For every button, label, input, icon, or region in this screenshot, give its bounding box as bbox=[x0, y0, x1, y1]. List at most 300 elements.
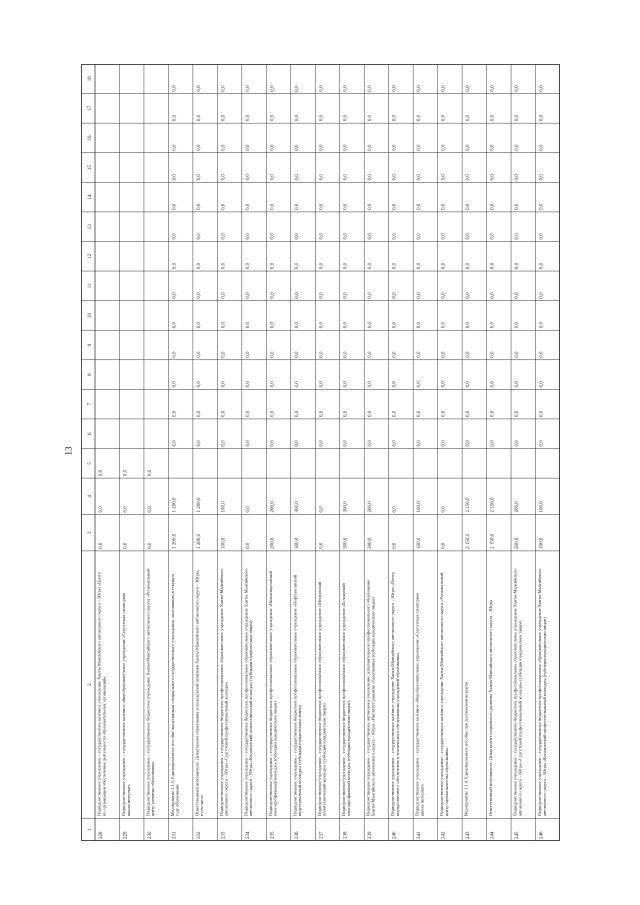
row-name: Подведомственное учреждение – государственное бюджетное профессиональное образовательное учреждение Ханты-Мансийскогоавтономного округа – Югры «Когалымский профессиональный колледж» (субсидии юридическим лицам) bbox=[537, 568, 547, 817]
cell-value: 0,0 bbox=[294, 410, 300, 417]
cell-value: 0,0 bbox=[368, 114, 374, 122]
cell-value: 0,0 bbox=[245, 351, 251, 358]
row-name: Подведомственное учреждение – государственное казённое учреждение Ханты-Мансийского автономного округа «Региональныйцентр оценки качества образования» bbox=[439, 572, 449, 817]
cell-value: 0,0 bbox=[270, 440, 276, 447]
cell-value: 0,0 bbox=[466, 381, 472, 388]
row-number: 234 bbox=[245, 831, 251, 839]
cell-value: 0,0 bbox=[270, 410, 276, 417]
cell-value: 0,0 bbox=[392, 85, 398, 92]
row-number: 235 bbox=[270, 831, 276, 839]
cell-value: 0,0 bbox=[515, 410, 521, 417]
cell-value: 0,0 bbox=[392, 144, 398, 151]
cell-value: 0,0 bbox=[343, 144, 349, 151]
column-header: 6 bbox=[88, 432, 93, 435]
cell-value: 0,0 bbox=[319, 174, 325, 181]
cell-value: 0,0 bbox=[392, 321, 398, 329]
cell-value: 0,0 bbox=[196, 321, 202, 329]
cell-value: 200,0 bbox=[515, 501, 521, 513]
cell-value: 0,0 bbox=[221, 440, 227, 447]
row-name: Мероприятие 1.1.3. Единовременное пособие выпускникам специального государственного учреждения, окончившим в текущемгоду образование bbox=[169, 573, 180, 817]
column-header: 17 bbox=[88, 105, 93, 111]
row-name: Подведомственное учреждение – государственное бюджетное профессиональное образовательное учреждение Ханты-Мансийскогоавтономного округа – Югры «Сургутский профессиональный колледж» (субсидии юридическим лицам) bbox=[512, 568, 523, 817]
cell-value: 0,0 bbox=[539, 114, 545, 122]
cell-value: 1 200,0 bbox=[196, 497, 202, 513]
budget-table bbox=[81, 64, 560, 841]
cell-value: 0,0 bbox=[221, 174, 227, 181]
cell-value: 0,0 bbox=[515, 321, 521, 329]
cell-value: 1 200,0 bbox=[196, 533, 202, 549]
cell-value: 1 200,0 bbox=[172, 497, 178, 513]
cell-value: 0,0 bbox=[392, 410, 398, 417]
column-header: 10 bbox=[88, 312, 93, 318]
cell-value: 0,0 bbox=[343, 292, 349, 299]
cell-value: 0,0 bbox=[515, 85, 521, 92]
row-number: 243 bbox=[466, 831, 472, 839]
cell-value: 0,0 bbox=[245, 144, 251, 151]
row-number: 228 bbox=[99, 831, 104, 839]
cell-value: 0,0 bbox=[172, 440, 178, 447]
cell-value: 0,0 bbox=[417, 262, 423, 270]
cell-value: 0,0 bbox=[270, 381, 276, 388]
cell-value: 0,0 bbox=[368, 381, 374, 388]
cell-value: 0,0 bbox=[466, 351, 472, 358]
cell-value: 0,0 bbox=[490, 85, 496, 92]
cell-value: 0,0 bbox=[245, 381, 251, 388]
cell-value: 0,0 bbox=[539, 262, 545, 270]
cell-value: 0,0 bbox=[172, 203, 178, 210]
cell-value: 0,0 bbox=[172, 174, 178, 181]
row-number: 236 bbox=[294, 831, 300, 839]
table-rotated-group bbox=[81, 64, 560, 841]
cell-value: 200,0 bbox=[515, 537, 521, 549]
cell-value: 0,0 bbox=[343, 114, 349, 122]
cell-value: 0,0 bbox=[343, 233, 349, 240]
cell-value: 0,0 bbox=[221, 351, 227, 358]
cell-value: 300,0 bbox=[343, 501, 349, 513]
row-number: 240 bbox=[392, 831, 398, 839]
column-header: 16 bbox=[88, 135, 93, 141]
cell-value: 0,0 bbox=[196, 410, 202, 417]
cell-value: 0,0 bbox=[147, 506, 153, 513]
cell-value: 0,0 bbox=[515, 440, 521, 447]
cell-value: 0,0 bbox=[417, 203, 423, 210]
cell-value: 0,0 bbox=[368, 351, 374, 358]
cell-value: 0,0 bbox=[441, 174, 447, 181]
cell-value: 0,0 bbox=[441, 233, 447, 240]
row-name: Подведомственное учреждение – государственное бюджетное учреждение Ханты-Мансийского автономного округа «Региональныйцентр развития образования» bbox=[145, 568, 156, 817]
cell-value: 0,0 bbox=[99, 542, 104, 549]
cell-value: 0,0 bbox=[319, 440, 325, 447]
cell-value: 0,0 bbox=[441, 506, 447, 513]
cell-value: 100,0 bbox=[417, 537, 423, 549]
cell-value: 0,0 bbox=[392, 233, 398, 240]
cell-value: 0,0 bbox=[417, 85, 423, 92]
cell-value: 0,0 bbox=[417, 381, 423, 388]
cell-value: 0,0 bbox=[343, 381, 349, 388]
cell-value: 0,0 bbox=[490, 321, 496, 329]
cell-value: 0,0 bbox=[319, 351, 325, 358]
column-header: 13 bbox=[88, 224, 93, 230]
cell-value: 0,0 bbox=[539, 85, 545, 92]
cell-value: 0,0 bbox=[196, 233, 202, 240]
cell-value: 0,0 bbox=[270, 114, 276, 122]
cell-value: 0,0 bbox=[270, 174, 276, 181]
cell-value: 0,0 bbox=[343, 410, 349, 417]
cell-value: 0,0 bbox=[319, 381, 325, 388]
cell-value: 0,0 bbox=[172, 381, 178, 388]
row-number: 231 bbox=[172, 831, 178, 839]
cell-value: 0,0 bbox=[221, 381, 227, 388]
cell-value: 0,0 bbox=[319, 144, 325, 151]
cell-value: 0,0 bbox=[196, 85, 202, 92]
cell-value: 0,0 bbox=[172, 410, 178, 417]
cell-value: 0,0 bbox=[539, 410, 545, 417]
cell-value: 0,0 bbox=[245, 410, 251, 417]
cell-value: 0,0 bbox=[490, 262, 496, 270]
cell-value: 100,0 bbox=[417, 501, 423, 513]
column-header: 11 bbox=[88, 283, 93, 289]
cell-value: 0,0 bbox=[490, 114, 496, 122]
cell-value: 0,0 bbox=[490, 144, 496, 151]
cell-value: 0,0 bbox=[515, 174, 521, 181]
cell-value: 2 150,0 bbox=[490, 497, 496, 513]
cell-value: 0,0 bbox=[490, 410, 496, 417]
cell-value: 0,0 bbox=[417, 351, 423, 358]
cell-value: 0,0 bbox=[270, 351, 276, 358]
cell-value: 0,0 bbox=[270, 144, 276, 151]
cell-value: 0,0 bbox=[368, 203, 374, 210]
cell-value: 0,0 bbox=[441, 410, 447, 417]
cell-value: 0,0 bbox=[172, 114, 178, 122]
cell-value: 0,0 bbox=[294, 114, 300, 122]
cell-value: 0,0 bbox=[490, 292, 496, 299]
cell-value: 0,0 bbox=[466, 203, 472, 210]
row-name: Подведомственное учреждение – государственное казённое учреждение Ханты-Мансийского автономного округа – Югры «Центримущественного обеспечения и технического обслуживания учреждений образования» bbox=[390, 572, 400, 817]
cell-value: 100,0 bbox=[221, 501, 227, 513]
cell-value: 0,0 bbox=[441, 542, 447, 549]
cell-value: 0,0 bbox=[392, 262, 398, 270]
cell-value: 0,0 bbox=[392, 203, 398, 210]
cell-value: 0,0 bbox=[515, 351, 521, 358]
cell-value: 0,0 bbox=[417, 144, 423, 151]
cell-value: 0,0 bbox=[294, 203, 300, 210]
cell-value: 0,0 bbox=[221, 292, 227, 299]
cell-value: 0,0 bbox=[245, 114, 251, 122]
cell-value: 0,0 bbox=[245, 506, 251, 513]
cell-value: 0,0 bbox=[270, 85, 276, 92]
column-header: 2 bbox=[88, 683, 93, 686]
cell-value: 0,0 bbox=[466, 114, 472, 122]
cell-value: 0,0 bbox=[490, 351, 496, 358]
cell-value: 0,0 bbox=[539, 292, 545, 299]
cell-value: 0,0 bbox=[196, 381, 202, 388]
cell-value: 0,0 bbox=[294, 144, 300, 151]
cell-value: 0,0 bbox=[196, 292, 202, 299]
cell-value: 0,0 bbox=[99, 506, 104, 513]
cell-value: 0,0 bbox=[196, 144, 202, 151]
cell-value: 0,0 bbox=[123, 506, 129, 513]
cell-value: 0,0 bbox=[147, 469, 153, 477]
cell-value: 0,0 bbox=[490, 381, 496, 388]
cell-value: 0,0 bbox=[123, 469, 129, 477]
row-name: Подведомственное учреждение – государственное бюджетное профессиональное образовательное учреждение Ханты-Мансийскогоавтономного округа – Югры «Сургутский профессиональный колледж» bbox=[218, 568, 229, 817]
column-header: 15 bbox=[88, 165, 93, 171]
column-header: 12 bbox=[88, 253, 93, 259]
row-name: Ответственный исполнитель: Департамент образования и молодёжной политики Ханты-Мансийского автономного округа – Югры,в том числе bbox=[194, 569, 205, 817]
cell-value: 200,0 bbox=[368, 501, 374, 513]
cell-value: 0,0 bbox=[245, 233, 251, 240]
cell-value: 0,0 bbox=[343, 262, 349, 270]
cell-value: 0,0 bbox=[392, 114, 398, 122]
cell-value: 0,0 bbox=[319, 203, 325, 210]
cell-value: 0,0 bbox=[294, 233, 300, 240]
row-name: Подведомственное учреждение – государственное бюджетное профессиональное образовательное учреждение «Нижневартовскиймногопрофильный колледж» (субсидии юридическим лицам) bbox=[267, 571, 278, 817]
cell-value: 0,0 bbox=[539, 203, 545, 210]
cell-value: 0,0 bbox=[417, 233, 423, 240]
cell-value: 0,0 bbox=[539, 144, 545, 151]
cell-value: 0,0 bbox=[319, 85, 325, 92]
cell-value: 0,0 bbox=[294, 351, 300, 358]
cell-value: 0,0 bbox=[441, 114, 447, 122]
cell-value: 0,0 bbox=[515, 262, 521, 270]
cell-value: 0,0 bbox=[270, 262, 276, 270]
cell-value: 0,0 bbox=[245, 203, 251, 210]
cell-value: 0,0 bbox=[392, 506, 398, 513]
cell-value: 0,0 bbox=[539, 381, 545, 388]
cell-value: 0,0 bbox=[196, 174, 202, 181]
row-name: Подведомственное учреждение – государственное казённое общеобразовательное учреждение «Сургутская санаторнаяшкола-интернат» bbox=[120, 592, 131, 817]
cell-value: 0,0 bbox=[417, 174, 423, 181]
cell-value: 0,0 bbox=[319, 292, 325, 299]
cell-value: 0,0 bbox=[172, 321, 178, 329]
cell-value: 0,0 bbox=[417, 410, 423, 417]
cell-value: 0,0 bbox=[245, 542, 251, 549]
cell-value: 0,0 bbox=[343, 174, 349, 181]
cell-value: 0,0 bbox=[221, 144, 227, 151]
row-number: 237 bbox=[319, 831, 325, 839]
cell-value: 0,0 bbox=[392, 351, 398, 358]
cell-value: 0,0 bbox=[466, 440, 472, 447]
cell-value: 1 200,0 bbox=[172, 533, 178, 549]
cell-value: 0,0 bbox=[490, 203, 496, 210]
row-number: 246 bbox=[539, 831, 545, 839]
row-name: Ответственный исполнитель: Департамент социального развития Ханты-Мансийского автономного округа – Югры bbox=[488, 599, 494, 817]
row-number: 232 bbox=[196, 831, 202, 839]
row-number: 242 bbox=[441, 831, 447, 839]
cell-value: 0,0 bbox=[515, 114, 521, 122]
cell-value: 0,0 bbox=[270, 321, 276, 329]
cell-value: 0,0 bbox=[221, 114, 227, 122]
column-header: 18 bbox=[88, 76, 93, 82]
cell-value: 0,0 bbox=[123, 542, 129, 549]
cell-value: 0,0 bbox=[466, 262, 472, 270]
cell-value: 100,0 bbox=[539, 537, 545, 549]
cell-value: 0,0 bbox=[417, 292, 423, 299]
column-header: 8 bbox=[88, 373, 93, 376]
cell-value: 0,0 bbox=[172, 144, 178, 151]
cell-value: 2 150,0 bbox=[466, 533, 472, 549]
cell-value: 0,0 bbox=[245, 174, 251, 181]
cell-value: 0,0 bbox=[172, 233, 178, 240]
cell-value: 0,0 bbox=[441, 292, 447, 299]
cell-value: 0,0 bbox=[441, 381, 447, 388]
column-header: 3 bbox=[88, 531, 93, 534]
row-number: 244 bbox=[490, 831, 496, 839]
cell-value: 0,0 bbox=[343, 85, 349, 92]
column-header: 9 bbox=[88, 343, 93, 347]
cell-value: 0,0 bbox=[343, 321, 349, 329]
cell-value: 0,0 bbox=[515, 144, 521, 151]
cell-value: 0,0 bbox=[515, 381, 521, 388]
cell-value: 0,0 bbox=[196, 440, 202, 447]
row-number: 245 bbox=[515, 831, 521, 839]
cell-value: 0,0 bbox=[466, 292, 472, 299]
row-name: Мероприятие 1.1.4. Единовременное пособие при достижении возраста bbox=[463, 681, 469, 817]
cell-value: 0,0 bbox=[172, 351, 178, 358]
cell-value: 300,0 bbox=[343, 537, 349, 549]
cell-value: 0,0 bbox=[172, 85, 178, 92]
column-header: 5 bbox=[88, 462, 93, 465]
row-name: Подведомственное учреждение – государственное казённое общеобразовательное учреждение «Сургутская санаторнаяшкола-интернат» bbox=[414, 592, 425, 817]
cell-value: 0,0 bbox=[99, 469, 104, 477]
cell-value: 0,0 bbox=[368, 292, 374, 299]
cell-value: 2 150,0 bbox=[490, 533, 496, 549]
cell-value: 0,0 bbox=[392, 381, 398, 388]
cell-value: 0,0 bbox=[515, 233, 521, 240]
cell-value: 0,0 bbox=[368, 262, 374, 270]
cell-value: 0,0 bbox=[343, 203, 349, 210]
cell-value: 0,0 bbox=[245, 321, 251, 329]
cell-value: 0,0 bbox=[221, 321, 227, 329]
cell-value: 100,0 bbox=[539, 501, 545, 513]
cell-value: 300,0 bbox=[294, 537, 300, 549]
cell-value: 0,0 bbox=[441, 440, 447, 447]
cell-value: 0,0 bbox=[441, 321, 447, 329]
cell-value: 0,0 bbox=[368, 144, 374, 151]
cell-value: 0,0 bbox=[294, 262, 300, 270]
row-number: 229 bbox=[123, 831, 129, 839]
cell-value: 0,0 bbox=[466, 410, 472, 417]
cell-value: 0,0 bbox=[196, 351, 202, 358]
cell-value: 0,0 bbox=[294, 381, 300, 388]
cell-value: 0,0 bbox=[294, 85, 300, 92]
cell-value: 0,0 bbox=[294, 174, 300, 181]
cell-value: 0,0 bbox=[539, 440, 545, 447]
cell-value: 0,0 bbox=[539, 321, 545, 329]
cell-value: 100,0 bbox=[221, 537, 227, 549]
cell-value: 0,0 bbox=[466, 321, 472, 329]
cell-value: 0,0 bbox=[319, 506, 325, 513]
cell-value: 0,0 bbox=[245, 292, 251, 299]
cell-value: 0,0 bbox=[392, 542, 398, 549]
cell-value: 0,0 bbox=[270, 233, 276, 240]
cell-value: 0,0 bbox=[221, 262, 227, 270]
row-number: 230 bbox=[147, 831, 153, 839]
cell-value: 0,0 bbox=[539, 233, 545, 240]
cell-value: 0,0 bbox=[221, 233, 227, 240]
cell-value: 0,0 bbox=[196, 203, 202, 210]
cell-value: 200,0 bbox=[368, 537, 374, 549]
cell-value: 0,0 bbox=[294, 292, 300, 299]
cell-value: 0,0 bbox=[196, 114, 202, 122]
row-number: 233 bbox=[221, 831, 227, 839]
cell-value: 0,0 bbox=[245, 85, 251, 92]
cell-value: 0,0 bbox=[490, 440, 496, 447]
cell-value: 0,0 bbox=[539, 351, 545, 358]
column-header: 14 bbox=[88, 194, 93, 200]
cell-value: 0,0 bbox=[417, 114, 423, 122]
cell-value: 0,0 bbox=[221, 203, 227, 210]
cell-value: 300,0 bbox=[294, 501, 300, 513]
row-name: Подведомственное учреждение – государственное автономное учреждение дополнительного профессионального образованияХанты-Мансийского автономного округа – Югры «Институт развития образования» (субсидии юридическим лицам) bbox=[365, 579, 376, 817]
cell-value: 0,0 bbox=[319, 321, 325, 329]
cell-value: 0,0 bbox=[392, 174, 398, 181]
column-header: 4 bbox=[88, 495, 93, 498]
row-number: 239 bbox=[368, 831, 374, 839]
cell-value: 0,0 bbox=[270, 292, 276, 299]
cell-value: 0,0 bbox=[368, 410, 374, 417]
cell-value: 0,0 bbox=[490, 233, 496, 240]
cell-value: 0,0 bbox=[368, 85, 374, 92]
cell-value: 0,0 bbox=[221, 85, 227, 92]
cell-value: 0,0 bbox=[172, 262, 178, 270]
cell-value: 0,0 bbox=[515, 203, 521, 210]
cell-value: 200,0 bbox=[270, 501, 276, 513]
cell-value: 0,0 bbox=[466, 174, 472, 181]
cell-value: 0,0 bbox=[368, 440, 374, 447]
column-header: 1 bbox=[88, 828, 93, 831]
cell-value: 0,0 bbox=[196, 262, 202, 270]
cell-value: 0,0 bbox=[539, 174, 545, 181]
cell-value: 0,0 bbox=[221, 410, 227, 417]
row-number: 238 bbox=[343, 831, 349, 839]
cell-value: 0,0 bbox=[441, 85, 447, 92]
cell-value: 0,0 bbox=[417, 321, 423, 329]
row-number: 241 bbox=[417, 831, 423, 839]
cell-value: 0,0 bbox=[319, 410, 325, 417]
cell-value: 0,0 bbox=[368, 233, 374, 240]
cell-value: 0,0 bbox=[319, 114, 325, 122]
cell-value: 0,0 bbox=[319, 542, 325, 549]
cell-value: 0,0 bbox=[441, 262, 447, 270]
cell-value: 0,0 bbox=[392, 440, 398, 447]
cell-value: 0,0 bbox=[319, 233, 325, 240]
table-grid bbox=[81, 64, 560, 841]
cell-value: 0,0 bbox=[368, 174, 374, 181]
cell-value: 0,0 bbox=[343, 351, 349, 358]
cell-value: 0,0 bbox=[441, 351, 447, 358]
cell-value: 0,0 bbox=[172, 292, 178, 299]
row-name: Подведомственное учреждение – государственное бюджетное профессиональное образовательное учреждение «Мегионскийполитехнический колледж» (субсидии юридическим лицам) bbox=[316, 581, 327, 817]
cell-value: 0,0 bbox=[343, 440, 349, 447]
cell-value: 0,0 bbox=[466, 233, 472, 240]
cell-value: 0,0 bbox=[490, 174, 496, 181]
cell-value: 0,0 bbox=[245, 440, 251, 447]
cell-value: 0,0 bbox=[392, 292, 398, 299]
cell-value: 0,0 bbox=[417, 440, 423, 447]
cell-value: 0,0 bbox=[466, 144, 472, 151]
cell-value: 0,0 bbox=[319, 262, 325, 270]
row-name: Подведомственное учреждение – государственное бюджетное профессиональное образовательное учреждение «Белоярскиймногопрофильный колледж» (субсидии юридическим лицам) bbox=[341, 583, 352, 817]
row-name: Подведомственное учреждение – государственное бюджетное профессиональное образовательное учреждение «Нефтеюганскийиндустриальный колледж» (субсидии юридическим лицам) bbox=[292, 574, 303, 817]
cell-value: 0,0 bbox=[245, 262, 251, 270]
cell-value: 2 150,0 bbox=[466, 497, 472, 513]
cell-value: 0,0 bbox=[441, 144, 447, 151]
cell-value: 0,0 bbox=[294, 321, 300, 329]
row-name: Подведомственное учреждение – государственное бюджетное профессиональное образовательное учреждение Ханты-Мансийскогоавтономного округа – Югры «Когалымский политехнический колледж» (субсидии юридическим лицам) bbox=[243, 568, 254, 817]
row-name: Подведомственное учреждение – государственное казённое учреждение Ханты-Мансийского автономного округа – Югры «Центрпо организации обеспечения деятельности образовательных организаций» bbox=[96, 572, 107, 817]
cell-value: 0,0 bbox=[515, 292, 521, 299]
